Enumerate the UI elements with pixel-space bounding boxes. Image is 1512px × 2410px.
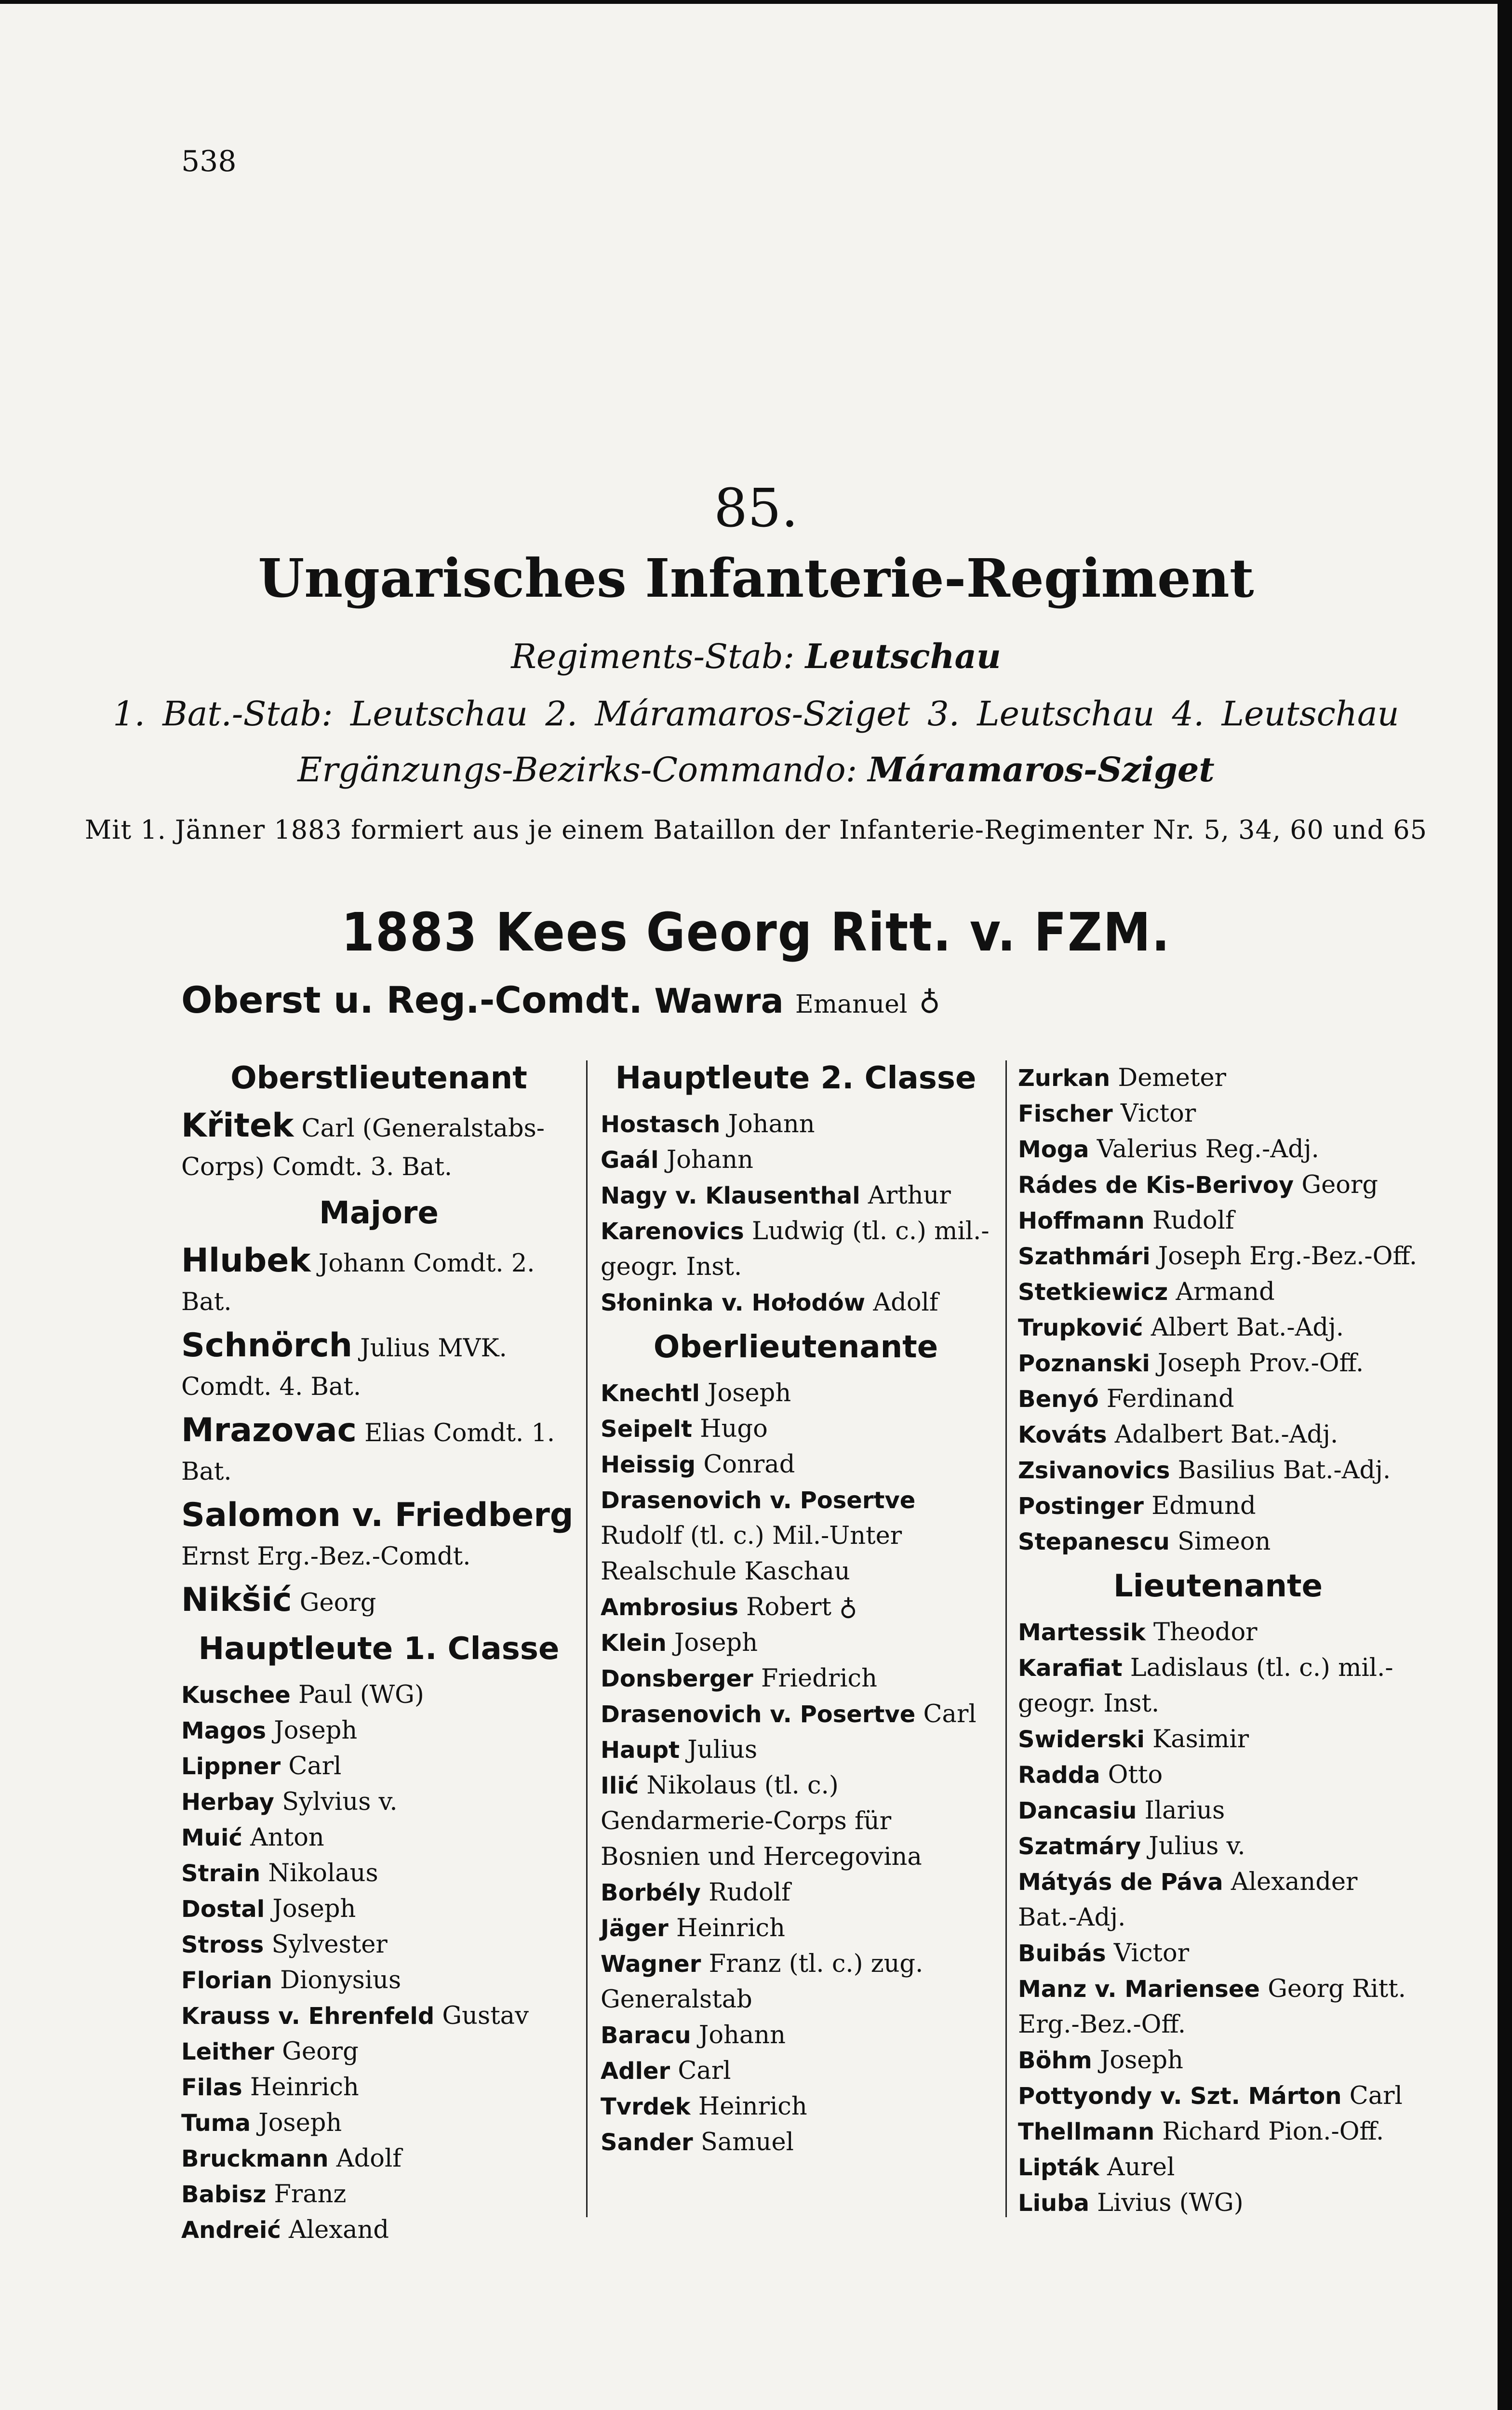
staff-line: [0, 636, 1512, 676]
entry-details: Georg: [292, 1589, 376, 1617]
list-item: [1018, 1310, 1418, 1346]
list-item: [601, 1875, 991, 1911]
entry-details: Joseph: [266, 1716, 358, 1745]
list-item: [1018, 1203, 1418, 1239]
section-heading: Majore: [319, 1195, 439, 1231]
list-item: [1018, 2150, 1418, 2185]
list-item: [181, 2177, 576, 2212]
list-item: [601, 1911, 991, 1946]
surname: Hlubek: [181, 1242, 311, 1280]
entry-details: Simeon: [1169, 1527, 1271, 1556]
entry-details: Ferdinand: [1098, 1385, 1234, 1413]
list-item: [1018, 1239, 1418, 1274]
surname: Moga: [1018, 1136, 1089, 1163]
surname: Słoninka v. Hołodów: [601, 1289, 866, 1316]
surname: Stross: [181, 1931, 264, 1958]
list-item: [1018, 2185, 1418, 2221]
entry-details: Victor: [1112, 1099, 1196, 1128]
entry-details: Franz: [266, 2180, 347, 2209]
proprietor-line: 1883 Kees Georg Ritt. v. FZM.: [341, 901, 1171, 963]
list-item: [601, 2018, 991, 2053]
surname: Stepanescu: [1018, 1528, 1170, 1555]
list-item: [1018, 1793, 1418, 1829]
surname: Dancasiu: [1018, 1797, 1137, 1824]
entry-details: Carl: [670, 2057, 731, 2085]
list-item: [1018, 1936, 1418, 1971]
entry-details: Julius MVK. Comdt. 4. Bat.: [181, 1334, 507, 1401]
entry-details: Samuel: [693, 2128, 794, 2156]
district-value: Máramaros-Sziget: [868, 750, 1215, 790]
entry-details: Alexand: [281, 2216, 389, 2244]
entry-details: Ladislaus (tl. c.) mil.-geogr. Inst.: [1018, 1654, 1393, 1718]
section-heading: Hauptleute 2. Classe: [615, 1060, 977, 1096]
list-item: [181, 1107, 576, 1187]
list-item: [181, 2212, 576, 2248]
list-item: [1018, 1864, 1418, 1936]
list-item: [1018, 2114, 1418, 2150]
entry-details: Georg: [1294, 1171, 1378, 1199]
surname: Borbély: [601, 1879, 701, 1906]
surname: Sander: [601, 2129, 693, 2156]
list-item: [601, 1178, 991, 1214]
section-heading: Hauptleute 1. Classe: [198, 1631, 560, 1667]
majore-list: [181, 1242, 576, 1622]
list-item: [181, 1784, 576, 1820]
surname: Tuma: [181, 2110, 251, 2137]
entry-details: Albert Bat.-Adj.: [1143, 1313, 1344, 1342]
entry-details: Elias Comdt. 1. Bat.: [181, 1419, 555, 1486]
staff-value: Leutschau: [805, 636, 1001, 676]
list-item: [601, 1376, 991, 1411]
surname: Jäger: [601, 1915, 669, 1942]
surname: Postinger: [1018, 1493, 1144, 1520]
entry-details: Gustav: [434, 2002, 529, 2030]
surname: Szathmári: [1018, 1243, 1151, 1270]
list-item: [1018, 1381, 1418, 1417]
list-item: [181, 1998, 576, 2034]
district-line: [0, 750, 1512, 790]
entry-details: Otto: [1100, 1761, 1163, 1789]
entry-details: Joseph: [251, 2109, 342, 2137]
entry-details: Julius v.: [1141, 1832, 1245, 1861]
list-item: [1018, 1060, 1418, 1096]
surname: Martessik: [1018, 1619, 1146, 1646]
scan-edge-right: [1498, 0, 1512, 2410]
list-item: [601, 1483, 991, 1590]
surname: Nagy v. Klausenthal: [601, 1182, 860, 1209]
surname: Seipelt: [601, 1416, 692, 1443]
entry-details: Sylvius v.: [274, 1788, 398, 1816]
surname: Böhm: [1018, 2047, 1092, 2074]
surname: Swiderski: [1018, 1726, 1145, 1753]
entry-details: Rudolf (tl. c.) Mil.-Unter Realschule Kaschau: [601, 1522, 902, 1586]
entry-details: Sylvester: [264, 1930, 388, 1959]
commander-line: [181, 978, 940, 1021]
entry-details: Paul (WG): [290, 1681, 424, 1709]
list-item: [1018, 1096, 1418, 1132]
list-item: [181, 1496, 576, 1576]
list-item: [1018, 1274, 1418, 1310]
commander-name: Wawra: [654, 981, 784, 1021]
entry-details: Franz (tl. c.) zug. Generalstab: [601, 1950, 923, 2014]
list-item: [601, 1697, 991, 1732]
list-item: [1018, 1722, 1418, 1757]
entry-details: Rudolf: [700, 1878, 790, 1907]
commander-given-name: Emanuel: [795, 990, 908, 1019]
entry-details: Joseph: [265, 1895, 356, 1923]
entry-details: Livius (WG): [1089, 2189, 1244, 2217]
scan-edge-top: [0, 0, 1512, 4]
surname: Muić: [181, 1824, 242, 1851]
list-item: [601, 1214, 991, 1285]
entry-details: Johann: [720, 1110, 815, 1138]
entry-details: Johann Comdt. 2. Bat.: [181, 1249, 535, 1316]
surname: Drasenovich v. Posertve: [601, 1701, 916, 1728]
column-divider: [586, 1060, 588, 2217]
entry-details: Nikolaus: [260, 1859, 378, 1888]
entry-details: Joseph: [666, 1629, 758, 1657]
surname: Manz v. Mariensee: [1018, 1976, 1260, 2003]
list-item: [601, 1625, 991, 1661]
oberstlieutenant-list: [181, 1107, 576, 1187]
list-item: [181, 1749, 576, 1784]
surname: Tvrdek: [601, 2093, 691, 2120]
list-item: [181, 2105, 576, 2141]
entry-details: Basilius Bat.-Adj.: [1170, 1456, 1391, 1485]
column-1: [181, 1060, 576, 2248]
surname: Herbay: [181, 1789, 274, 1816]
surname: Dostal: [181, 1896, 265, 1923]
list-item: [601, 1107, 991, 1142]
list-item: [601, 1732, 991, 1768]
list-item: [1018, 2043, 1418, 2078]
entry-details: Richard Pion.-Off.: [1154, 2117, 1384, 2146]
entry-details: Dionysius: [272, 1966, 401, 1995]
entry-details: Carl: [281, 1752, 342, 1781]
list-item: [1018, 1346, 1418, 1381]
list-item: [1018, 2078, 1418, 2114]
list-item: [181, 2034, 576, 2070]
list-item: [181, 1856, 576, 1891]
list-item: [1018, 1132, 1418, 1167]
oberlieutenante-list: [601, 1376, 991, 2160]
list-item: [181, 1411, 576, 1491]
surname: Zurkan: [1018, 1065, 1111, 1092]
list-item: [1018, 1650, 1418, 1722]
list-item: [601, 1590, 991, 1625]
surname: Nikšić: [181, 1581, 292, 1619]
surname: Pottyondy v. Szt. Márton: [1018, 2083, 1342, 2110]
list-item: [1018, 1167, 1418, 1203]
surname: Karenovics: [601, 1218, 744, 1245]
entry-details: Rudolf: [1144, 1206, 1234, 1235]
list-item: [1018, 1488, 1418, 1524]
surname: Buibás: [1018, 1940, 1106, 1967]
entry-details: Conrad: [696, 1450, 795, 1479]
surname: Trupković: [1018, 1314, 1143, 1341]
entry-details: Ilarius: [1137, 1796, 1225, 1825]
staff-label: Regiments-Stab:: [511, 637, 795, 676]
surname: Gaál: [601, 1147, 659, 1174]
surname: Karafiat: [1018, 1655, 1123, 1682]
surname: Rádes de Kis-Berivoy: [1018, 1172, 1294, 1199]
surname: Leither: [181, 2038, 274, 2065]
section-heading: Oberlieutenante: [653, 1329, 938, 1365]
surname: Poznanski: [1018, 1350, 1150, 1377]
surname: Bruckmann: [181, 2145, 329, 2172]
list-item: [181, 1963, 576, 1998]
list-item: [1018, 1453, 1418, 1488]
entry-details: Demeter: [1110, 1064, 1227, 1092]
surname: Filas: [181, 2074, 242, 2101]
hauptleute-1-list: [181, 1677, 576, 2248]
page-title: Ungarisches Infanterie-Regiment: [258, 547, 1254, 609]
surname: Szatmáry: [1018, 1833, 1141, 1860]
entry-details: Kasimir: [1144, 1725, 1249, 1754]
section-heading: Lieutenante: [1113, 1568, 1323, 1604]
list-item: [601, 2125, 991, 2160]
surname: Florian: [181, 1967, 272, 1994]
surname: Lipták: [1018, 2154, 1099, 2181]
surname: Hoffmann: [1018, 1207, 1145, 1234]
surname: Klein: [601, 1630, 667, 1657]
surname: Schnörch: [181, 1326, 353, 1365]
list-item: [181, 1677, 576, 1713]
surname: Salomon v. Friedberg: [181, 1496, 574, 1534]
list-item: [1018, 1971, 1418, 2043]
surname: Haupt: [601, 1737, 680, 1764]
entry-details: Joseph: [1092, 2046, 1183, 2075]
entry-details: Robert ♁: [738, 1593, 857, 1621]
oberlieutenante-continued-list: [1018, 1060, 1418, 1560]
list-item: [601, 1411, 991, 1447]
list-item: [181, 1820, 576, 1856]
section-heading: Oberstlieutenant: [230, 1060, 527, 1096]
list-item: [601, 1661, 991, 1697]
surname: Mrazovac: [181, 1411, 357, 1449]
page-number: 538: [181, 145, 237, 178]
entry-details: Georg Ritt. Erg.-Bez.-Off.: [1018, 1975, 1406, 2039]
list-item: [181, 2141, 576, 2177]
list-item: [601, 1142, 991, 1178]
entry-details: Julius: [680, 1736, 758, 1764]
decoration-symbol: ♁: [919, 986, 940, 1020]
list-item: [601, 2089, 991, 2125]
surname: Krauss v. Ehrenfeld: [181, 2003, 435, 2030]
surname: Baracu: [601, 2022, 691, 2049]
list-item: [601, 1285, 991, 1321]
entry-details: Nikolaus (tl. c.) Gendarmerie-Corps für Bosnien und Hercegovina: [601, 1771, 922, 1871]
history-note: Mit 1. Jänner 1883 formiert aus je einem Bataillon der Infanterie-Regimenter Nr. 5, 34, 60 und 65: [84, 815, 1428, 845]
list-item: [181, 1242, 576, 1322]
entry-details: Joseph Prov.-Off.: [1150, 1349, 1364, 1378]
list-item: [181, 2070, 576, 2105]
entry-details: Joseph: [699, 1379, 791, 1407]
surname: Kováts: [1018, 1421, 1107, 1448]
surname: Babisz: [181, 2181, 267, 2208]
commander-rank: Oberst u. Reg.-Comdt.: [181, 978, 643, 1021]
entry-details: Alexander Bat.-Adj.: [1018, 1868, 1358, 1932]
list-item: [1018, 1757, 1418, 1793]
surname: Ambrosius: [601, 1594, 738, 1621]
entry-details: Carl: [915, 1700, 977, 1728]
entry-details: Johann: [691, 2021, 786, 2049]
list-item: [601, 1946, 991, 2018]
list-item: [601, 1447, 991, 1483]
entry-details: Adolf: [865, 1288, 938, 1317]
surname: Drasenovich v. Posertve: [601, 1487, 916, 1514]
list-item: [181, 1713, 576, 1749]
district-label: Ergänzungs-Bezirks-Commando:: [297, 750, 857, 790]
list-item: [181, 1891, 576, 1927]
lieutenante-list: [1018, 1615, 1418, 2221]
surname: Kuschee: [181, 1682, 291, 1709]
hauptleute-2-list: [601, 1107, 991, 1321]
surname: Magos: [181, 1717, 267, 1744]
surname: Thellmann: [1018, 2118, 1155, 2145]
regiment-number: 85.: [714, 477, 798, 539]
list-item: [181, 1927, 576, 1963]
entry-details: Ernst Erg.-Bez.-Comdt.: [181, 1542, 471, 1571]
column-3: [1018, 1060, 1418, 2221]
entry-details: Heinrich: [668, 1914, 785, 1942]
surname: Radda: [1018, 1762, 1100, 1789]
entry-details: Georg: [274, 2037, 359, 2066]
entry-details: Ludwig (tl. c.) mil.-geogr. Inst.: [601, 1217, 990, 1281]
entry-details: Joseph Erg.-Bez.-Off.: [1150, 1242, 1418, 1271]
entry-details: Adalbert Bat.-Adj.: [1107, 1420, 1338, 1449]
entry-details: Friedrich: [753, 1664, 877, 1693]
list-item: [601, 2053, 991, 2089]
surname: Hostasch: [601, 1111, 721, 1138]
entry-details: Carl (Generalstabs-Corps) Comdt. 3. Bat.: [181, 1114, 545, 1181]
surname: Benyó: [1018, 1386, 1099, 1413]
list-item: [1018, 1615, 1418, 1650]
list-item: [1018, 1417, 1418, 1453]
surname: Donsberger: [601, 1665, 753, 1692]
entry-details: Heinrich: [690, 2092, 807, 2121]
entry-details: Aurel: [1099, 2153, 1175, 2182]
entry-details: Adolf: [328, 2144, 402, 2173]
entry-details: Heinrich: [242, 2073, 359, 2102]
column-2: [601, 1060, 991, 2160]
entry-details: Victor: [1106, 1939, 1190, 1968]
surname: Heissig: [601, 1451, 696, 1478]
list-item: [1018, 1524, 1418, 1560]
entry-details: Valerius Reg.-Adj.: [1089, 1135, 1319, 1164]
surname: Ilić: [601, 1772, 639, 1799]
entry-details: Carl: [1341, 2082, 1403, 2110]
surname: Zsivanovics: [1018, 1457, 1170, 1484]
entry-details: Armand: [1168, 1278, 1275, 1306]
surname: Strain: [181, 1860, 261, 1887]
surname: Andreić: [181, 2217, 281, 2244]
entry-details: Edmund: [1143, 1492, 1256, 1520]
surname: Adler: [601, 2058, 670, 2085]
surname: Knechtl: [601, 1380, 700, 1407]
surname: Liuba: [1018, 2190, 1089, 2217]
entry-details: Arthur: [860, 1181, 951, 1210]
surname: Křitek: [181, 1107, 294, 1145]
surname: Lippner: [181, 1753, 281, 1780]
list-item: [181, 1581, 576, 1622]
entry-details: Theodor: [1145, 1618, 1258, 1647]
surname: Fischer: [1018, 1100, 1113, 1127]
column-divider: [1005, 1060, 1007, 2217]
list-item: [181, 1326, 576, 1406]
surname: Wagner: [601, 1951, 701, 1978]
entry-details: Johann: [658, 1146, 753, 1174]
battalions-line: 1. Bat.-Stab: Leutschau 2. Máramaros-Sziget 3. Leutschau 4. Leutschau: [113, 694, 1399, 734]
list-item: [601, 1768, 991, 1875]
list-item: [1018, 1829, 1418, 1864]
surname: Stetkiewicz: [1018, 1279, 1168, 1306]
entry-details: Hugo: [692, 1415, 768, 1443]
surname: Mátyás de Páva: [1018, 1869, 1223, 1896]
entry-details: Anton: [242, 1823, 324, 1852]
